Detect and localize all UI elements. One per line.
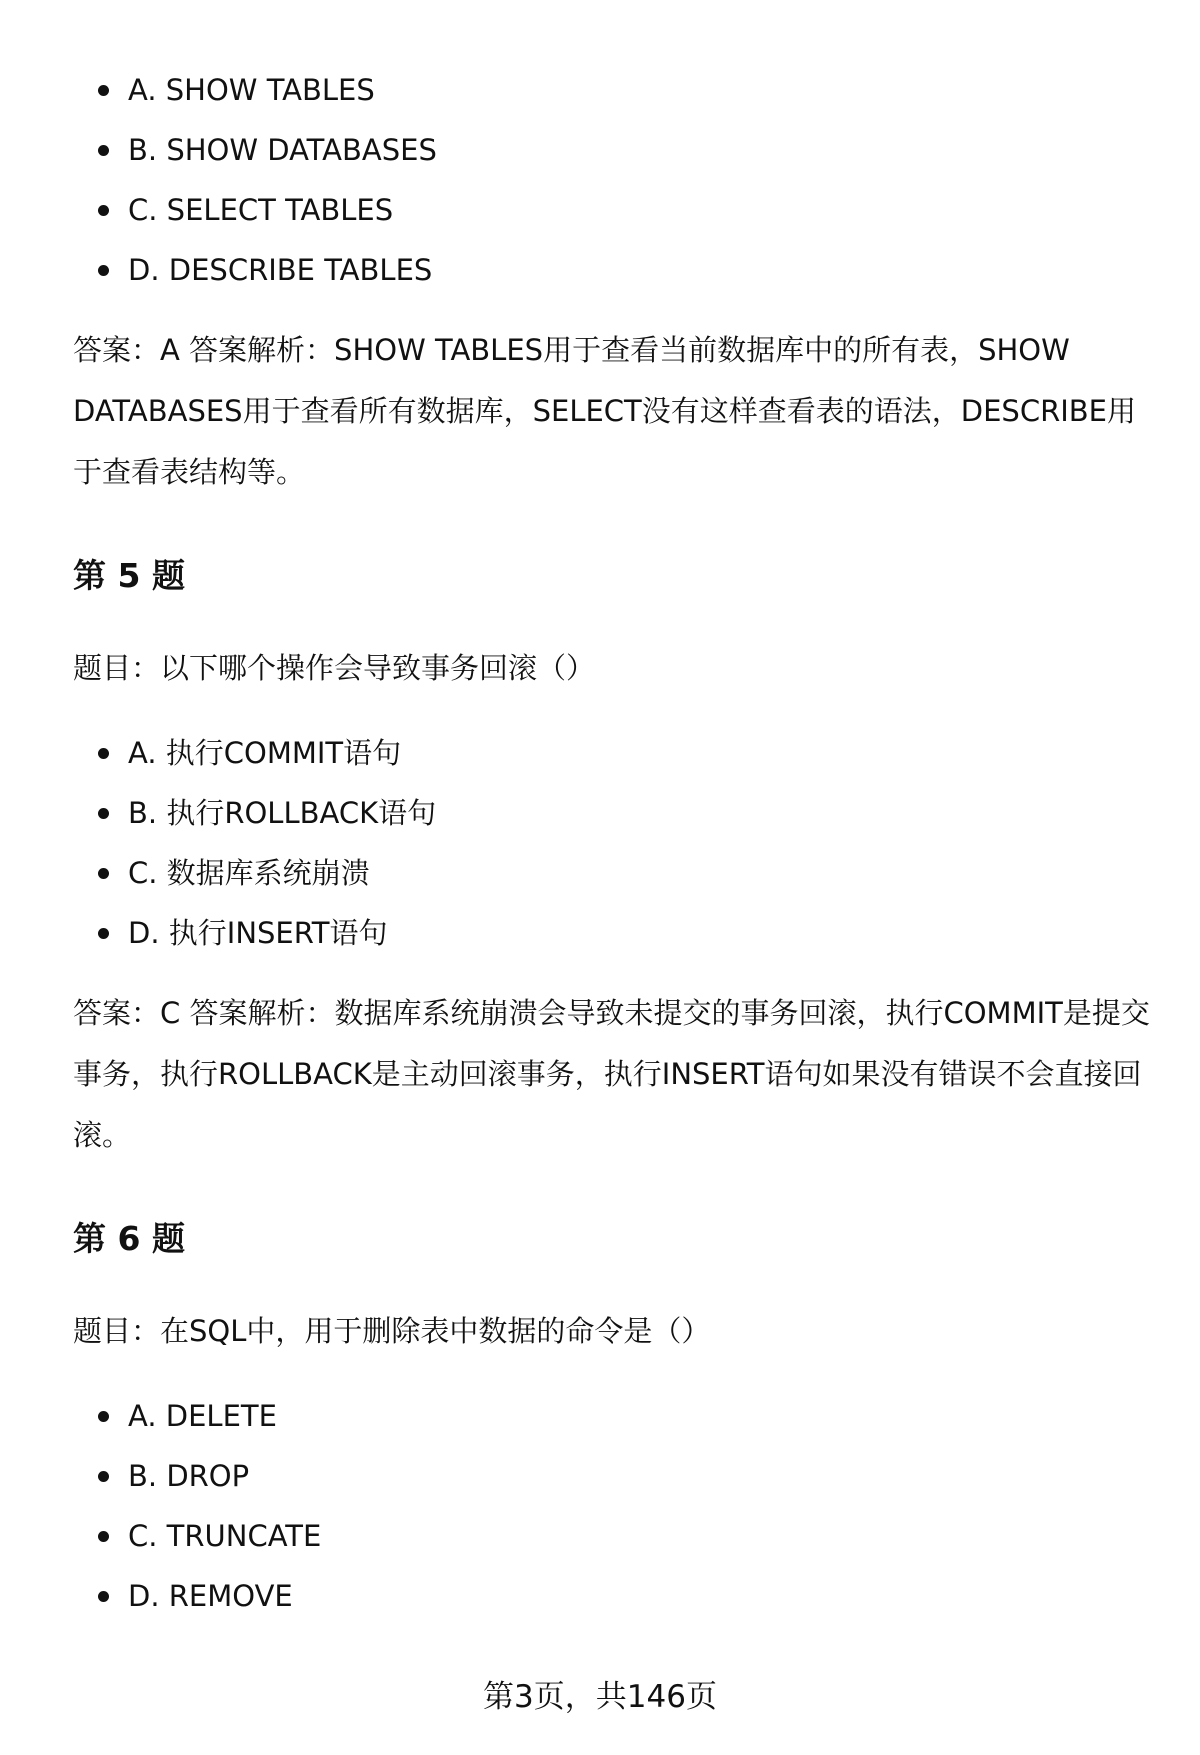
question-5-title: 第 5 题	[73, 556, 185, 595]
bullet-icon	[98, 265, 109, 276]
option-text: D. REMOVE	[128, 1579, 293, 1613]
bullet-icon	[98, 85, 109, 96]
option-item	[73, 1566, 1163, 1626]
bullet-icon	[98, 1591, 109, 1602]
question-6-options	[73, 1386, 1163, 1626]
question-5-answer: 答案：C 答案解析：数据库系统崩溃会导致未提交的事务回滚，执行COMMIT是提交事务，执行ROLLBACK是主动回滚事务，执行INSERT语句如果没有错误不会直接回滚。	[73, 996, 1150, 1152]
option-item	[73, 1446, 1163, 1506]
option-item	[73, 843, 1163, 903]
bullet-icon	[98, 145, 109, 156]
question-4-answer: 答案：A 答案解析：SHOW TABLES用于查看当前数据库中的所有表，SHOW DATABASES用于查看所有数据库，SELECT没有这样查看表的语法，DESCRIBE用于查看表结构等。	[73, 333, 1136, 489]
option-item	[73, 60, 1163, 120]
bullet-icon	[98, 205, 109, 216]
option-item	[73, 1506, 1163, 1566]
question-6-text: 题目：在SQL中，用于删除表中数据的命令是（）	[73, 1314, 711, 1348]
page-content	[73, 60, 1163, 1626]
bullet-icon	[98, 1411, 109, 1422]
option-text: B. 执行ROLLBACK语句	[128, 796, 437, 830]
page-number-footer: 第3页，共146页	[483, 1679, 717, 1715]
bullet-icon	[98, 868, 109, 879]
option-text: B. DROP	[128, 1459, 250, 1493]
option-text: A. DELETE	[128, 1399, 277, 1433]
option-text: A. 执行COMMIT语句	[128, 736, 402, 770]
option-text: B. SHOW DATABASES	[128, 133, 437, 167]
bullet-icon	[98, 1471, 109, 1482]
option-text: C. SELECT TABLES	[128, 193, 394, 227]
option-item	[73, 723, 1163, 783]
bullet-icon	[98, 928, 109, 939]
bullet-icon	[98, 748, 109, 759]
option-item	[73, 1386, 1163, 1446]
option-text: A. SHOW TABLES	[128, 73, 375, 107]
option-text: D. 执行INSERT语句	[128, 916, 388, 950]
option-item	[73, 783, 1163, 843]
option-text: C. 数据库系统崩溃	[128, 856, 370, 890]
question-4-options	[73, 60, 1163, 300]
option-item	[73, 240, 1163, 300]
question-5-options	[73, 723, 1163, 963]
bullet-icon	[98, 1531, 109, 1542]
question-5-text: 题目：以下哪个操作会导致事务回滚（）	[73, 651, 596, 685]
bullet-icon	[98, 808, 109, 819]
option-item	[73, 903, 1163, 963]
option-text: C. TRUNCATE	[128, 1519, 322, 1553]
option-text: D. DESCRIBE TABLES	[128, 253, 433, 287]
option-item	[73, 180, 1163, 240]
question-6-title: 第 6 题	[73, 1219, 185, 1258]
option-item	[73, 120, 1163, 180]
